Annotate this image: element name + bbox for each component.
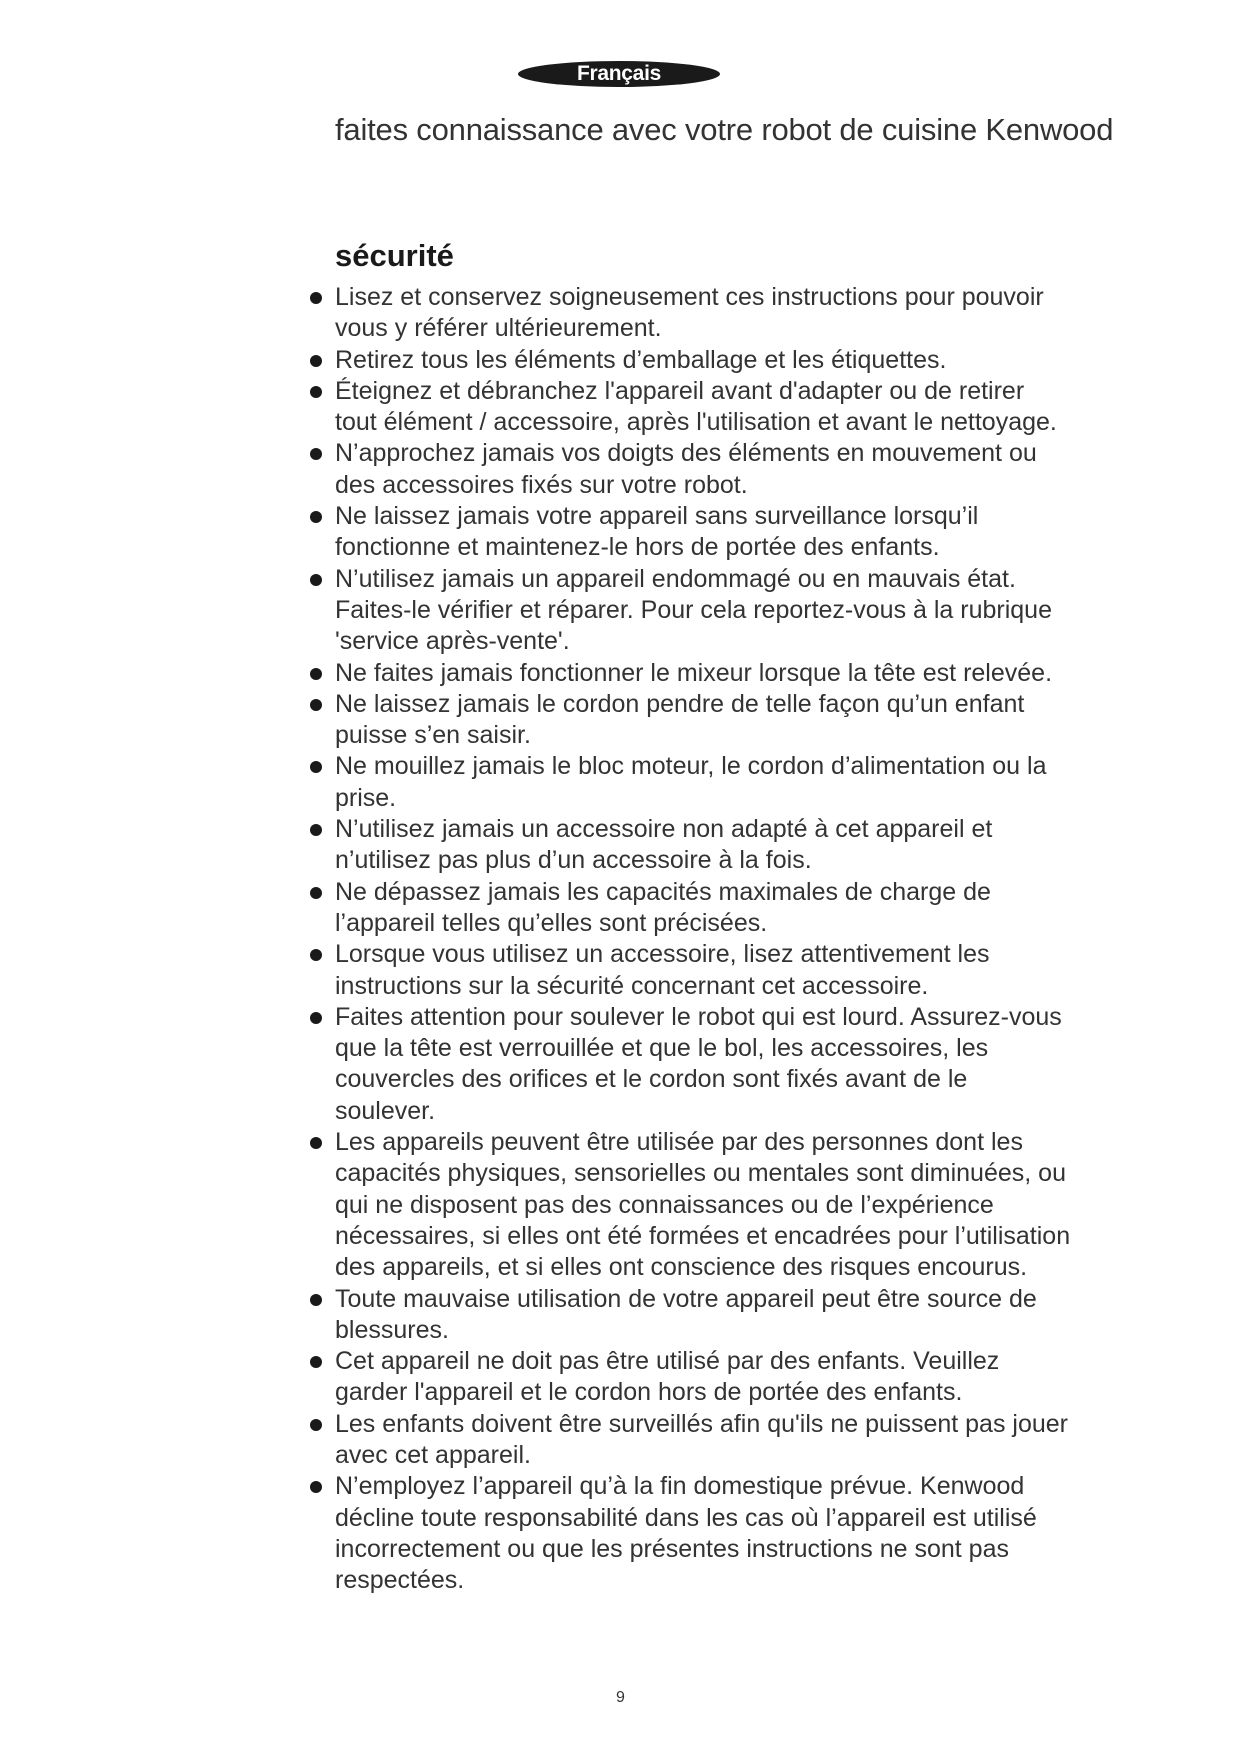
- bullet-icon: [310, 761, 322, 773]
- language-badge: Français: [518, 61, 720, 87]
- list-item: [335, 939, 1115, 1002]
- list-item-text: Faites attention pour soulever le robot qui est lourd. Assurez-vous que la tête est verrouillée et que le bol, les accessoires, les couvercles des orifices et le cordon sont fixés avant de le soulever.: [335, 1002, 1062, 1125]
- list-item-text: Retirez tous les éléments d’emballage et les étiquettes.: [335, 345, 947, 374]
- bullet-icon: [310, 1356, 322, 1368]
- list-item-text: Éteignez et débranchez l'appareil avant d'adapter ou de retirer tout élément / accessoire, après l'utilisation et avant le nettoyage.: [335, 376, 1057, 437]
- list-item: [335, 345, 1115, 376]
- bullet-icon: [310, 1012, 322, 1024]
- list-item: [335, 1346, 1115, 1409]
- bullet-icon: [310, 511, 322, 523]
- list-item: [335, 877, 1115, 940]
- page-title: faites connaissance avec votre robot de cuisine Kenwood: [335, 112, 1114, 147]
- list-item-text: N’utilisez jamais un appareil endommagé ou en mauvais état. Faites-le vérifier et réparer. Pour cela reportez-vous à la rubrique 'service après-vente'.: [335, 564, 1052, 656]
- list-item-text: Ne laissez jamais le cordon pendre de telle façon qu’un enfant puisse s’en saisir.: [335, 689, 1025, 750]
- bullet-icon: [310, 887, 322, 899]
- bullet-icon: [310, 386, 322, 398]
- list-item: [335, 1002, 1115, 1127]
- bullet-icon: [310, 699, 322, 711]
- list-item: [335, 814, 1115, 877]
- list-item-text: N’employez l’appareil qu’à la fin domestique prévue. Kenwood décline toute responsabilité dans les cas où l’appareil est utilisé incorrectement ou que les présentes instructions ne sont pas respectées.: [335, 1472, 1037, 1595]
- list-item-text: Ne faites jamais fonctionner le mixeur lorsque la tête est relevée.: [335, 658, 1053, 687]
- list-item: [335, 501, 1115, 564]
- list-item-text: Cet appareil ne doit pas être utilisé par des enfants. Veuillez garder l'appareil et le cordon hors de portée des enfants.: [335, 1347, 1000, 1407]
- page-number: 9: [616, 1689, 625, 1706]
- section-heading: sécurité: [335, 238, 454, 273]
- bullet-icon: [310, 1419, 322, 1431]
- list-item-text: Toute mauvaise utilisation de votre appareil peut être source de blessures.: [335, 1284, 1037, 1344]
- bullet-icon: [310, 668, 322, 680]
- list-item: [335, 1409, 1115, 1472]
- list-item: [335, 1284, 1115, 1347]
- bullet-icon: [310, 448, 322, 460]
- list-item: [335, 751, 1115, 814]
- bullet-icon: [310, 292, 322, 304]
- safety-list: [335, 282, 1115, 1596]
- list-item-text: Ne dépassez jamais les capacités maximales de charge de l’appareil telles qu’elles sont précisées.: [335, 877, 991, 937]
- bullet-icon: [310, 824, 322, 836]
- list-item-text: Les enfants doivent être surveillés afin qu'ils ne puissent pas jouer avec cet appareil.: [335, 1409, 1068, 1469]
- bullet-icon: [310, 574, 322, 586]
- list-item-text: Lisez et conservez soigneusement ces instructions pour pouvoir vous y référer ultérieurement.: [335, 283, 1044, 343]
- bullet-icon: [310, 355, 322, 367]
- list-item: [335, 282, 1115, 345]
- list-item-text: Ne laissez jamais votre appareil sans surveillance lorsqu’il fonctionne et maintenez-le hors de portée des enfants.: [335, 502, 979, 562]
- list-item: [335, 1471, 1115, 1596]
- list-item: [335, 658, 1115, 689]
- list-item-text: N’utilisez jamais un accessoire non adapté à cet appareil et n’utilisez pas plus d’un accessoire à la fois.: [335, 815, 993, 875]
- list-item-text: Ne mouillez jamais le bloc moteur, le cordon d’alimentation ou la prise.: [335, 752, 1047, 812]
- bullet-icon: [310, 1481, 322, 1493]
- list-item: [335, 689, 1115, 752]
- bullet-icon: [310, 1137, 322, 1149]
- bullet-icon: [310, 949, 322, 961]
- bullet-icon: [310, 1294, 322, 1306]
- list-item-text: Lorsque vous utilisez un accessoire, lisez attentivement les instructions sur la sécurité concernant cet accessoire.: [335, 940, 990, 1000]
- list-item: [335, 438, 1115, 501]
- list-item-text: Les appareils peuvent être utilisée par des personnes dont les capacités physiques, sensorielles ou mentales sont diminuées, ou qui ne disposent pas des connaissances ou de l’expérience nécessaires, si elles ont été formées et encadrées pour l’utilisation des appareils, et si elles ont conscience des risques encourus.: [335, 1128, 1071, 1282]
- list-item: [335, 376, 1115, 439]
- list-item: [335, 1127, 1115, 1283]
- list-item-text: N’approchez jamais vos doigts des éléments en mouvement ou des accessoires fixés sur votre robot.: [335, 439, 1037, 499]
- list-item: [335, 564, 1115, 658]
